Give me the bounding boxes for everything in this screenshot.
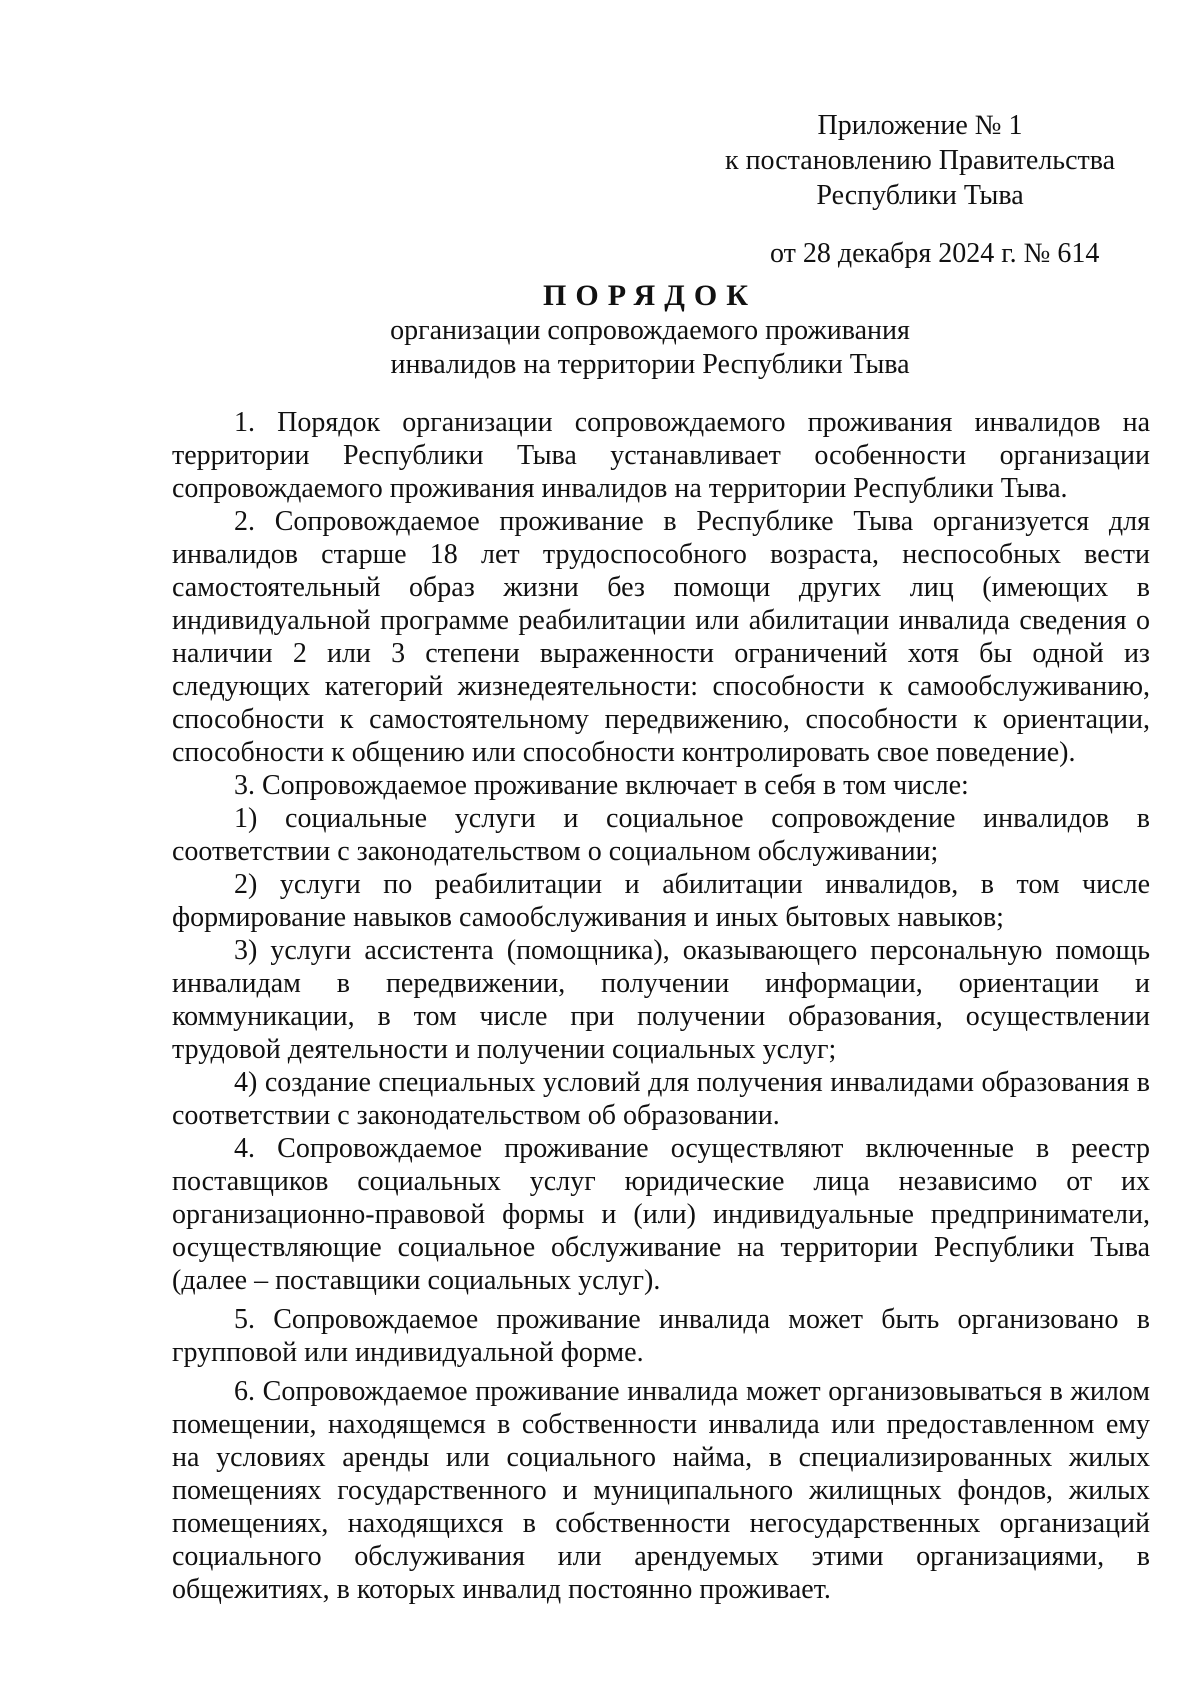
document-title: ПОРЯДОК bbox=[543, 279, 757, 312]
title-block bbox=[300, 278, 1000, 382]
annex-reference: к постановлению Правительства bbox=[724, 145, 1116, 176]
annex-date: от 28 декабря 2024 г. № 614 bbox=[770, 238, 1100, 269]
paragraph-3: 3. Сопровождаемое проживание включает в себя в том числе: bbox=[234, 770, 969, 801]
list-item-2: 2) услуги по реабилитации и абилитации инвалидов, в том числе формирование навыков самообслуживания и иных бытовых навыков; bbox=[172, 869, 1150, 933]
paragraph-2: 2. Сопровождаемое проживание в Республике Тыва организуется для инвалидов старше 18 лет трудоспособного возраста, неспособных вести самостоятельный образ жизни без помощи других лиц (имеющих в индивидуальной программе реабилитации или абилитации инвалида сведения о наличии 2 или 3 степени выраженности ограничений хотя бы одной из следующих категорий жизнедеятельности: способности к самообслуживанию, способности к самостоятельному передвижению, способности к ориентации, способности к общению или способности контролировать свое поведение). bbox=[172, 506, 1150, 768]
document-body bbox=[172, 406, 1150, 1606]
annex-number: Приложение № 1 bbox=[817, 110, 1023, 141]
list-item-4: 4) создание специальных условий для получения инвалидами образования в соответствии с законодательством об образовании. bbox=[172, 1067, 1150, 1131]
paragraph-1: 1. Порядок организации сопровождаемого проживания инвалидов на территории Республики Тыва устанавливает особенности организации сопровождаемого проживания инвалидов на территории Республики Тыва. bbox=[172, 407, 1150, 504]
annex-region: Республики Тыва bbox=[816, 180, 1024, 211]
annex-header bbox=[720, 108, 1120, 213]
paragraph-4: 4. Сопровождаемое проживание осуществляют включенные в реестр поставщиков социальных услуг юридические лица независимо от их организационно-правовой формы и (или) индивидуальные предприниматели, осуществляющие социальное обслуживание на территории Республики Тыва (далее – поставщики социальных услуг). bbox=[172, 1133, 1150, 1296]
document-subtitle-line-1: организации сопровождаемого проживания bbox=[390, 315, 910, 346]
list-item-1: 1) социальные услуги и социальное сопровождение инвалидов в соответствии с законодательством о социальном обслуживании; bbox=[172, 803, 1150, 867]
list-item-3: 3) услуги ассистента (помощника), оказывающего персональную помощь инвалидам в передвижении, получении информации, ориентации и коммуникации, в том числе при получении образования, осуществлении трудовой деятельности и получении социальных услуг; bbox=[172, 935, 1150, 1065]
document-subtitle-line-2: инвалидов на территории Республики Тыва bbox=[390, 349, 910, 380]
paragraph-6: 6. Сопровождаемое проживание инвалида может организовываться в жилом помещении, находящемся в собственности инвалида или предоставленном ему на условиях аренды или социального найма, в специализированных жилых помещениях государственного и муниципального жилищных фондов, жилых помещениях, находящихся в собственности негосударственных организаций социального обслуживания или арендуемых этими организациями, в общежитиях, в которых инвалид постоянно проживает. bbox=[172, 1376, 1150, 1605]
paragraph-5: 5. Сопровождаемое проживание инвалида может быть организовано в групповой или индивидуальной форме. bbox=[172, 1304, 1150, 1368]
